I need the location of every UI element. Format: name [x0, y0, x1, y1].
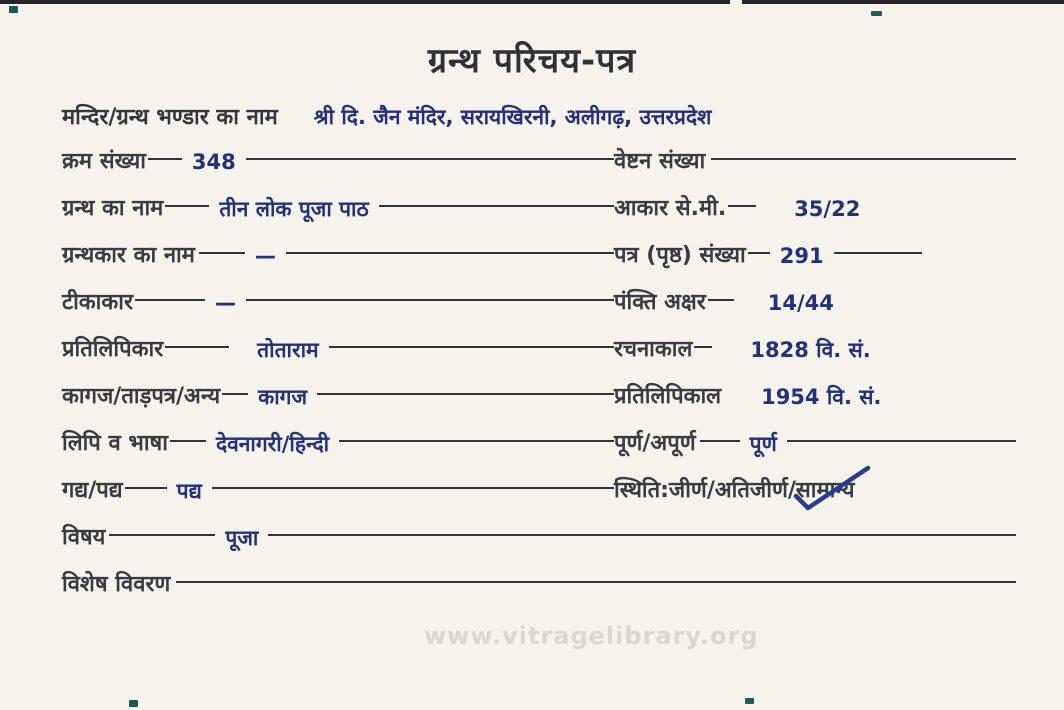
- granth-name-value: तीन लोक पूजा पाठ: [219, 197, 369, 221]
- serial-value: 348: [191, 150, 236, 174]
- rule-line: [199, 241, 245, 254]
- scribe-label: प्रतिलिपिकार: [62, 337, 164, 362]
- rule-line: [109, 523, 215, 536]
- condition-label: स्थिति:जीर्ण/अतिजीर्ण/: [614, 478, 796, 503]
- composition-date-value: 1828 वि. सं.: [750, 338, 871, 362]
- rule-line: [728, 194, 756, 207]
- page-count-label: पत्र (पृष्ठ) संख्या: [614, 243, 746, 268]
- rule-line: [286, 241, 614, 254]
- commentator-value: —: [214, 291, 236, 315]
- rule-line: [268, 523, 1016, 536]
- blank-space: [844, 288, 1016, 318]
- rule-line: [339, 429, 614, 442]
- rule-line: [246, 288, 614, 301]
- field-granth-name: [62, 194, 614, 224]
- row-bhandar-name: [62, 102, 1016, 133]
- catalog-form: [62, 102, 1016, 617]
- bhandar-name-label: मन्दिर/ग्रन्थ भण्डार का नाम: [62, 105, 278, 130]
- rule-line: [222, 382, 248, 395]
- corner-speck: [871, 11, 882, 16]
- script-language-value: देवनागरी/हिन्दी: [215, 432, 330, 456]
- subject-value: पूजा: [225, 526, 259, 550]
- material-value: कागज: [258, 385, 308, 409]
- page-count-value: 291: [779, 244, 824, 268]
- material-label: कागज/ताड़पत्र/अन्य: [62, 384, 221, 409]
- veshtan-label: वेष्टन संख्या: [614, 149, 706, 174]
- rule-line: [708, 288, 734, 301]
- author-label: ग्रन्थकार का नाम: [62, 243, 195, 268]
- field-size-cm: [614, 194, 1016, 224]
- rule-line: [176, 570, 1016, 583]
- size-cm-label: आकार से.मी.: [614, 196, 727, 221]
- prose-verse-label: गद्य/पद्य: [62, 478, 123, 503]
- watermark-text: www.vitragelibrary.org: [424, 622, 759, 650]
- form-row: [62, 429, 1016, 476]
- form-row: [62, 476, 1016, 523]
- rule-line: [787, 429, 1016, 442]
- form-row: [62, 382, 1016, 429]
- rule-line: [246, 147, 614, 160]
- field-material: [62, 382, 614, 412]
- corner-speck: [745, 698, 754, 704]
- field-composition-date: [614, 335, 1016, 365]
- special-details-label: विशेष विवरण: [62, 572, 171, 597]
- script-language-label: लिपि व भाषा: [62, 431, 168, 456]
- composition-date-label: रचनाकाल: [614, 337, 693, 362]
- blank-space: [855, 476, 1016, 506]
- rule-line: [748, 241, 770, 254]
- rule-line: [125, 476, 167, 489]
- blank-space: [870, 194, 1016, 224]
- field-prose-verse: [62, 476, 614, 506]
- rule-line: [135, 288, 205, 301]
- corner-speck: [9, 6, 18, 13]
- scribe-value: तोताराम: [257, 338, 319, 362]
- field-script-language: [62, 429, 614, 459]
- field-author: [62, 241, 614, 271]
- rule-line: [379, 194, 614, 207]
- form-row: [62, 335, 1016, 382]
- rule-line: [329, 335, 614, 348]
- form-row: [62, 241, 1016, 288]
- scanner-top-edge-gap: [730, 0, 742, 4]
- blank-space: [891, 382, 1016, 412]
- rule-line: [170, 429, 206, 442]
- field-scribe: [62, 335, 614, 365]
- field-serial: [62, 147, 614, 177]
- rule-line: [165, 335, 229, 348]
- lines-chars-value: 14/44: [767, 291, 834, 315]
- bhandar-name-value: श्री दि. जैन मंदिर, सरायखिरनी, अलीगढ़, उत्तरप्रदेश: [313, 105, 712, 129]
- form-row: [62, 570, 1016, 617]
- copy-date-label: प्रतिलिपिकाल: [614, 384, 722, 409]
- rule-line: [711, 147, 1016, 160]
- form-row: [62, 288, 1016, 335]
- size-cm-value: 35/22: [794, 197, 861, 221]
- blank-space: [881, 335, 1016, 365]
- field-veshtan: [614, 147, 1016, 177]
- blank-space: [922, 241, 1016, 271]
- rule-line: [700, 429, 740, 442]
- scanner-top-edge: [0, 0, 1064, 4]
- field-subject: [62, 523, 1016, 553]
- rule-line: [317, 382, 614, 395]
- author-value: —: [254, 244, 276, 268]
- subject-label: विषय: [62, 525, 106, 550]
- field-copy-date: [614, 382, 1016, 412]
- rule-line: [694, 335, 712, 348]
- field-lines-chars: [614, 288, 1016, 318]
- commentator-label: टीकाकार: [62, 290, 133, 315]
- form-row: [62, 194, 1016, 241]
- field-special-details: [62, 570, 1016, 600]
- rule-line: [212, 476, 614, 489]
- field-commentator: [62, 288, 614, 318]
- form-row: [62, 523, 1016, 570]
- field-condition: [614, 476, 1016, 506]
- condition-ticked-option: [796, 476, 855, 506]
- rule-line: [148, 147, 182, 160]
- form-row: [62, 147, 1016, 194]
- granth-name-label: ग्रन्थ का नाम: [62, 196, 164, 221]
- serial-label: क्रम संख्या: [62, 149, 146, 174]
- prose-verse-value: पद्य: [176, 479, 202, 503]
- card-title: ग्रन्थ परिचय-पत्र: [427, 41, 637, 81]
- corner-speck: [129, 700, 138, 707]
- condition-ticked-text: सामान्य: [795, 478, 855, 503]
- lines-chars-label: पंक्ति अक्षर: [614, 290, 706, 315]
- field-completeness: [614, 429, 1016, 459]
- field-page-count: [614, 241, 1016, 271]
- completeness-label: पूर्ण/अपूर्ण: [614, 431, 696, 456]
- rule-line: [165, 194, 209, 207]
- copy-date-value: 1954 वि. सं.: [761, 385, 882, 409]
- completeness-value: पूर्ण: [749, 432, 777, 456]
- rule-line: [834, 241, 922, 254]
